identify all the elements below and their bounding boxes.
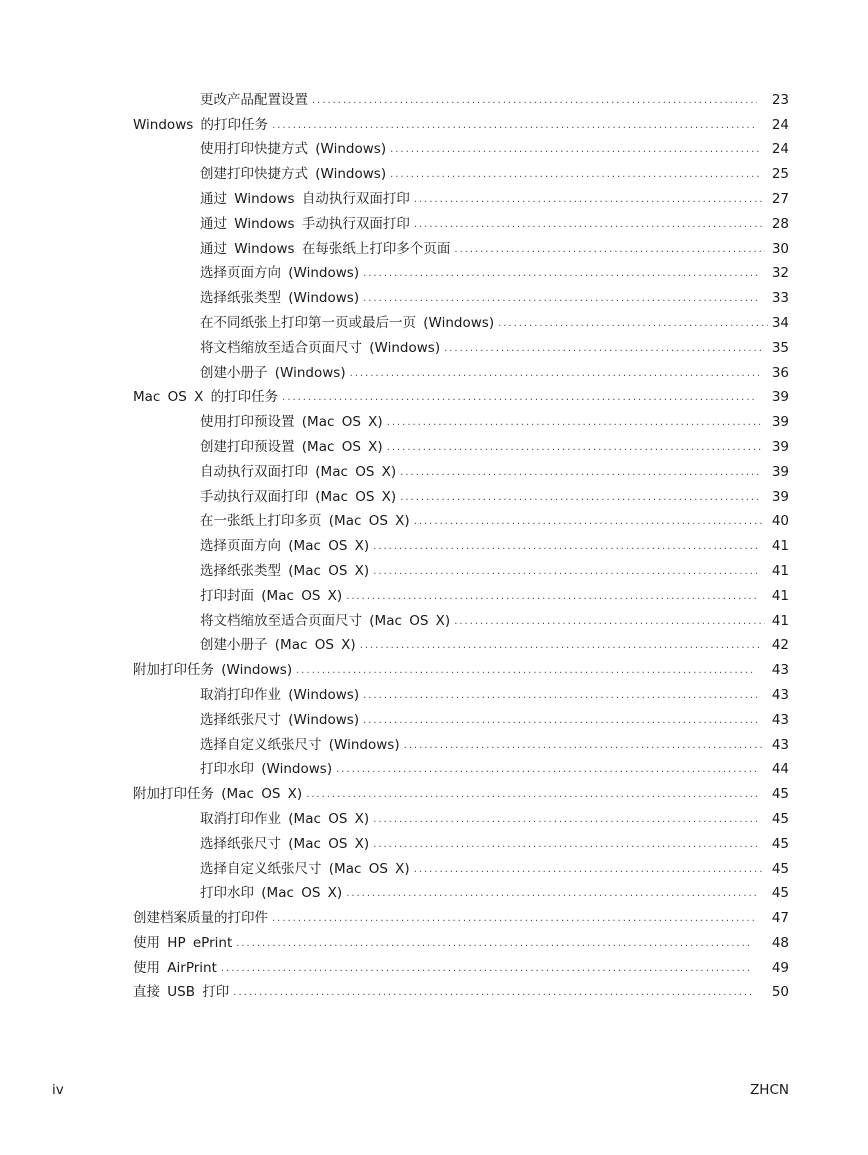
dot-leader xyxy=(221,962,752,976)
toc-entry[interactable] xyxy=(0,878,868,903)
toc-entry-title: 将文档缩放至适合页面尺寸 (Mac OS X) xyxy=(200,613,454,630)
toc-entry-page-number: 39 xyxy=(771,463,789,480)
toc-entry-page-number: 28 xyxy=(771,215,789,232)
toc-entry-page-number: 48 xyxy=(771,934,789,951)
dot-leader xyxy=(373,565,760,579)
toc-entry-title: 在不同纸张上打印第一页或最后一页 (Windows) xyxy=(200,315,498,332)
dot-leader xyxy=(350,367,760,381)
toc-entry-page-number: 39 xyxy=(771,488,789,505)
dot-leader xyxy=(454,243,765,257)
toc-entry-page-number: 43 xyxy=(771,711,789,728)
toc-entry-page-number: 33 xyxy=(771,290,789,307)
toc-entry-page-number: 39 xyxy=(771,414,789,431)
toc-entry-page-number: 45 xyxy=(771,860,789,877)
dot-leader xyxy=(306,788,757,802)
dot-leader xyxy=(414,863,763,877)
toc-entry-title: 通过 Windows 在每张纸上打印多个页面 xyxy=(200,241,454,258)
toc-entry-page-number: 42 xyxy=(771,637,789,654)
toc-entry-title: 选择自定义纸张尺寸 (Windows) xyxy=(200,737,404,754)
toc-entry[interactable] xyxy=(0,704,868,729)
toc-entry-title: 使用打印快捷方式 (Windows) xyxy=(200,141,390,158)
toc-entry-title: 使用 AirPrint xyxy=(133,960,221,977)
toc-entry[interactable] xyxy=(0,580,868,605)
toc-entry-page-number: 45 xyxy=(771,885,789,902)
toc-entry-page-number: 24 xyxy=(771,141,789,158)
dot-leader xyxy=(360,639,760,653)
toc-entry-title: 创建小册子 (Windows) xyxy=(200,365,350,382)
dot-leader xyxy=(296,664,756,678)
dot-leader xyxy=(404,739,763,753)
toc-entry[interactable] xyxy=(0,456,868,481)
toc-entry-title: 手动执行双面打印 (Mac OS X) xyxy=(200,489,400,506)
toc-entry-title: 选择自定义纸张尺寸 (Mac OS X) xyxy=(200,861,414,878)
toc-entry-page-number: 45 xyxy=(771,810,789,827)
toc-entry[interactable] xyxy=(0,481,868,506)
toc-entry-page-number: 25 xyxy=(771,166,789,183)
toc-entry-title: 选择页面方向 (Mac OS X) xyxy=(200,538,373,555)
toc-entry-title: 创建小册子 (Mac OS X) xyxy=(200,637,360,654)
dot-leader xyxy=(346,887,759,901)
toc-entry[interactable] xyxy=(0,357,868,382)
toc-entry-title: 将文档缩放至适合页面尺寸 (Windows) xyxy=(200,340,444,357)
dot-leader xyxy=(363,267,760,281)
toc-entry[interactable] xyxy=(0,778,868,803)
toc-entry-title: 在一张纸上打印多页 (Mac OS X) xyxy=(200,513,414,530)
toc-entry-page-number: 34 xyxy=(771,314,789,331)
toc-entry-page-number: 43 xyxy=(771,736,789,753)
dot-leader xyxy=(498,317,768,331)
toc-entry-title: 创建档案质量的打印件 xyxy=(133,910,272,927)
dot-leader xyxy=(414,218,763,232)
toc-entry-title: 取消打印作业 (Windows) xyxy=(200,687,363,704)
dot-leader xyxy=(400,491,762,505)
toc-entry[interactable] xyxy=(0,902,868,927)
dot-leader xyxy=(390,143,762,157)
dot-leader xyxy=(400,466,762,480)
toc-entry-title: 取消打印作业 (Mac OS X) xyxy=(200,811,373,828)
toc-entry-title: 附加打印任务 (Windows) xyxy=(133,662,296,679)
toc-entry[interactable] xyxy=(0,84,868,109)
toc-entry-page-number: 23 xyxy=(771,91,789,108)
toc-entry[interactable] xyxy=(0,828,868,853)
dot-leader xyxy=(363,714,760,728)
toc-entry[interactable] xyxy=(0,605,868,630)
dot-leader xyxy=(233,986,752,1000)
toc-entry-page-number: 24 xyxy=(771,116,789,133)
toc-entry[interactable] xyxy=(0,109,868,134)
toc-entry[interactable] xyxy=(0,803,868,828)
dot-leader xyxy=(346,590,759,604)
dot-leader xyxy=(414,193,763,207)
toc-entry-title: 使用 HP ePrint xyxy=(133,935,236,952)
toc-entry[interactable] xyxy=(0,654,868,679)
toc-entry[interactable] xyxy=(0,679,868,704)
toc-entry-title: 使用打印预设置 (Mac OS X) xyxy=(200,414,387,431)
dot-leader xyxy=(373,540,760,554)
dot-leader xyxy=(373,813,760,827)
toc-entry-title: 自动执行双面打印 (Mac OS X) xyxy=(200,464,400,481)
toc-entry[interactable] xyxy=(0,282,868,307)
toc-entry[interactable] xyxy=(0,431,868,456)
dot-leader xyxy=(444,342,765,356)
toc-entry[interactable] xyxy=(0,506,868,531)
toc-entry-title: Windows 的打印任务 xyxy=(133,117,272,134)
dot-leader xyxy=(454,615,765,629)
toc-entry-page-number: 45 xyxy=(771,786,789,803)
toc-entry-title: 打印封面 (Mac OS X) xyxy=(200,588,346,605)
page-footer xyxy=(52,1082,789,1100)
dot-leader xyxy=(272,912,755,926)
dot-leader xyxy=(363,292,760,306)
toc-entry-title: 通过 Windows 手动执行双面打印 xyxy=(200,216,414,233)
toc-entry-page-number: 43 xyxy=(771,686,789,703)
toc-entry-page-number: 49 xyxy=(771,959,789,976)
dot-leader xyxy=(414,515,763,529)
toc-entry[interactable] xyxy=(0,530,868,555)
toc-entry-title: 选择纸张尺寸 (Windows) xyxy=(200,712,363,729)
toc-entry-page-number: 40 xyxy=(771,513,789,530)
dot-leader xyxy=(312,94,757,108)
toc-entry[interactable] xyxy=(0,853,868,878)
toc-entry-title: 创建打印快捷方式 (Windows) xyxy=(200,166,390,183)
toc-entry-page-number: 47 xyxy=(771,910,789,927)
toc-entry-title: 选择页面方向 (Windows) xyxy=(200,265,363,282)
toc-entry[interactable] xyxy=(0,729,868,754)
toc-entry[interactable] xyxy=(0,977,868,1002)
toc-entry-page-number: 41 xyxy=(771,562,789,579)
toc-entry[interactable] xyxy=(0,952,868,977)
toc-entry[interactable] xyxy=(0,158,868,183)
toc-entry-title: Mac OS X 的打印任务 xyxy=(133,389,282,406)
toc-entry-page-number: 27 xyxy=(771,190,789,207)
toc-entry-page-number: 44 xyxy=(771,761,789,778)
dot-leader xyxy=(390,168,762,182)
toc-entry-page-number: 32 xyxy=(771,265,789,282)
toc-entry-title: 打印水印 (Windows) xyxy=(200,761,336,778)
toc-entry-title: 直接 USB 打印 xyxy=(133,984,233,1001)
dot-leader xyxy=(272,119,755,133)
toc-entry-page-number: 39 xyxy=(771,438,789,455)
toc-entry-page-number: 43 xyxy=(771,662,789,679)
toc-entry[interactable] xyxy=(0,406,868,431)
dot-leader xyxy=(387,416,762,430)
toc-entry[interactable] xyxy=(0,927,868,952)
toc-entry[interactable] xyxy=(0,307,868,332)
dot-leader xyxy=(236,937,752,951)
toc-entry[interactable] xyxy=(0,332,868,357)
toc-entry-title: 选择纸张类型 (Mac OS X) xyxy=(200,563,373,580)
toc-entry-title: 选择纸张类型 (Windows) xyxy=(200,290,363,307)
table-of-contents xyxy=(0,84,868,1001)
toc-entry-page-number: 30 xyxy=(771,240,789,257)
toc-entry-page-number: 45 xyxy=(771,835,789,852)
toc-entry-title: 附加打印任务 (Mac OS X) xyxy=(133,786,306,803)
footer-page-number: iv xyxy=(52,1082,64,1098)
toc-entry[interactable] xyxy=(0,382,868,407)
toc-entry[interactable] xyxy=(0,555,868,580)
toc-entry-title: 选择纸张尺寸 (Mac OS X) xyxy=(200,836,373,853)
footer-language-code: ZHCN xyxy=(750,1082,789,1098)
toc-entry-title: 创建打印预设置 (Mac OS X) xyxy=(200,439,387,456)
toc-entry-page-number: 41 xyxy=(771,612,789,629)
toc-entry-page-number: 35 xyxy=(771,339,789,356)
dot-leader xyxy=(363,689,760,703)
toc-entry[interactable] xyxy=(0,183,868,208)
toc-entry[interactable] xyxy=(0,754,868,779)
toc-entry[interactable] xyxy=(0,233,868,258)
dot-leader xyxy=(336,763,758,777)
toc-entry-page-number: 39 xyxy=(771,389,789,406)
toc-entry-title: 通过 Windows 自动执行双面打印 xyxy=(200,191,414,208)
toc-entry-title: 打印水印 (Mac OS X) xyxy=(200,885,346,902)
toc-entry-page-number: 36 xyxy=(771,364,789,381)
dot-leader xyxy=(387,441,762,455)
toc-entry-page-number: 41 xyxy=(771,587,789,604)
toc-entry-page-number: 41 xyxy=(771,538,789,555)
toc-entry[interactable] xyxy=(0,208,868,233)
toc-entry[interactable] xyxy=(0,630,868,655)
toc-entry-title: 更改产品配置设置 xyxy=(200,92,312,109)
toc-entry[interactable] xyxy=(0,134,868,159)
toc-entry[interactable] xyxy=(0,258,868,283)
dot-leader xyxy=(282,391,755,405)
toc-entry-page-number: 50 xyxy=(771,984,789,1001)
dot-leader xyxy=(373,838,760,852)
